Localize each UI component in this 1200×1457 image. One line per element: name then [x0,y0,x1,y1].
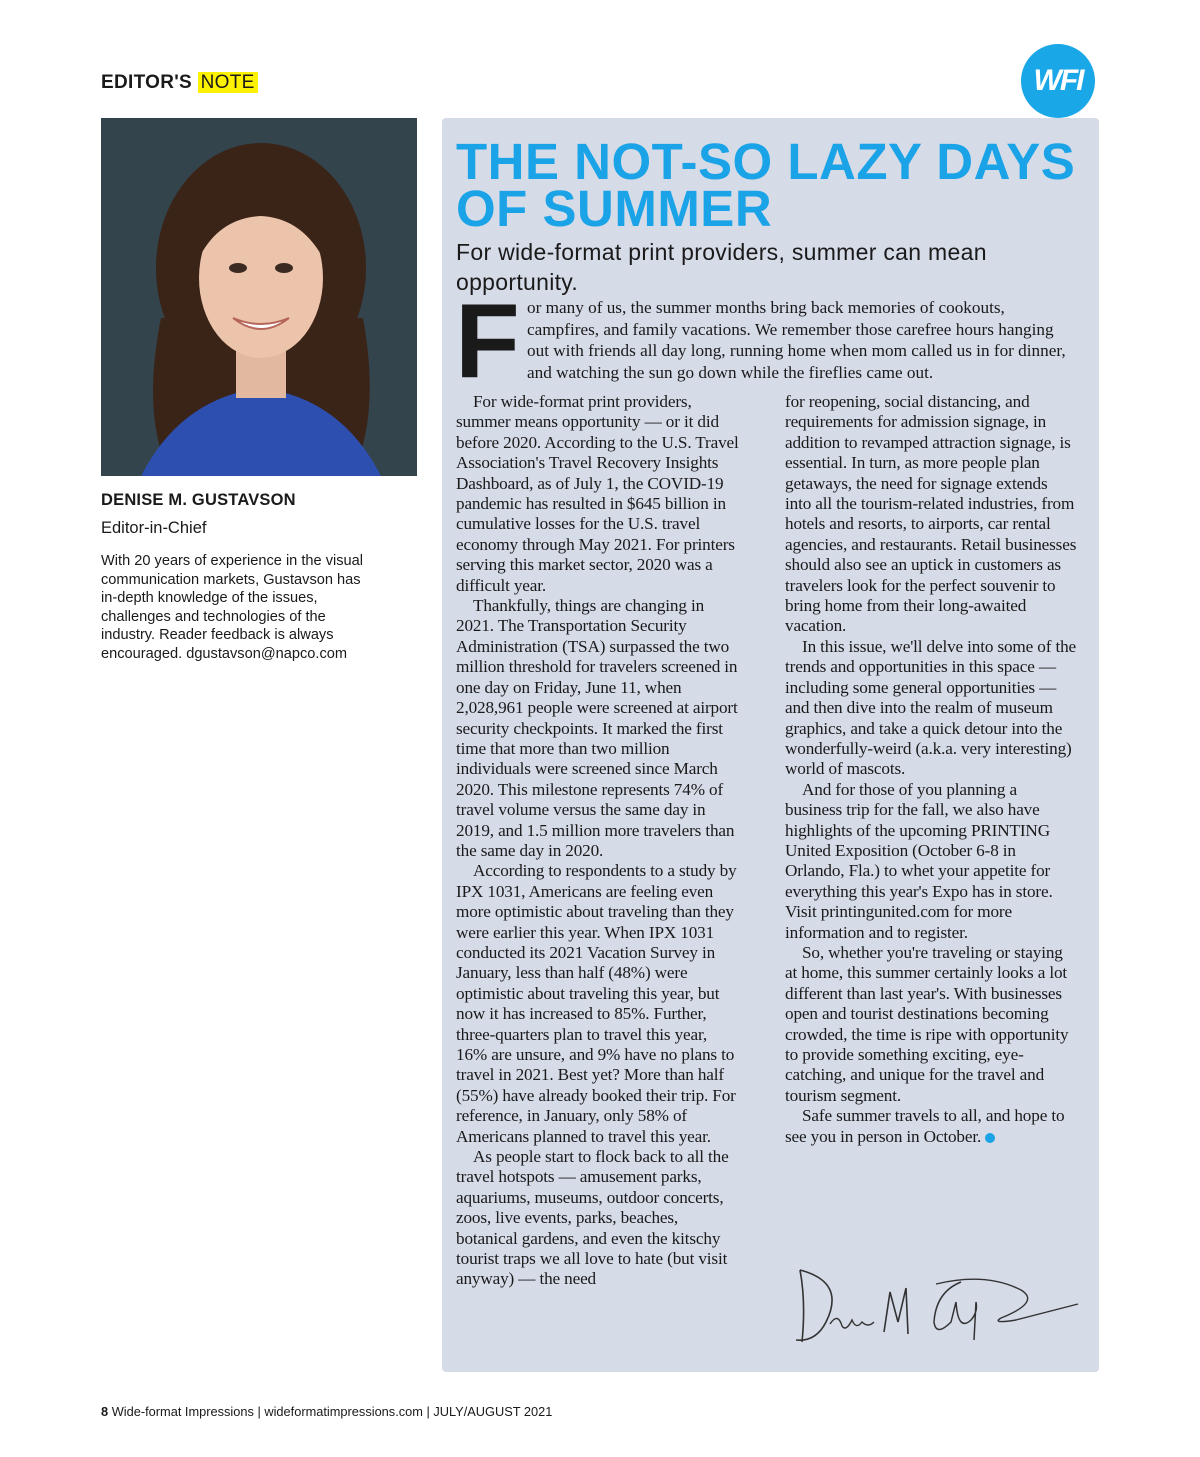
section-label-highlight: NOTE [198,72,258,93]
closing-text: Safe summer travels to all, and hope to see you in person in October. [785,1106,1065,1146]
paragraph-continued: for reopening, social distancing, and requirements for admission signage, in addition to revamped attraction signage, is essential. In turn, as more people plan getaways, the need for signage extends into all the tourism-related industries, from hotels and resorts, to airports, car rental agencies, and restaurants. Retail businesses should also see an uptick in customers as travelers look for the perfect souvenir to bring home from their long-awaited vacation. [785,392,1077,636]
article-headline: THE NOT-SO LAZY DAYS OF SUMMER [456,133,1076,237]
end-mark-icon [985,1133,995,1143]
footer-text: Wide-format Impressions | wideformatimpressions.com | JULY/AUGUST 2021 [111,1404,553,1419]
page-number: 8 [101,1404,109,1419]
paragraph: In this issue, we'll delve into some of the trends and opportunities in this space — including some general opportunities — and then dive into the realm of museum graphics, and take a quick detour into the wonderfully-weird (a.k.a. very interesting) world of mascots. [785,636,1076,779]
wfi-logo: WFI [1021,44,1095,118]
author-bio: With 20 years of experience in the visual communication markets, Gustavson has in-depth knowledge of the issues, challenges and technologies of the industry. Reader feedback is always encouraged. dgustavson@napco.com [101,553,364,662]
signature-icon [786,1262,1086,1352]
paragraph: According to respondents to a study by IPX 1031, Americans are feeling even more optimistic about traveling than they were earlier this year. When IPX 1031 conducted its 2021 Vacation Survey in January, less than half (48%) were optimistic about traveling this year, but now it has increased to 85%. Further, three-quarters plan to travel this year, 16% are unsure, and 9% have no plans to travel in 2021. Best yet? More than half (55%) have already booked their trip. For reference, in January, only 58% of Americans planned to travel this year. [456,861,737,1146]
article-deck: For wide-format print providers, summer can mean opportunity. [456,239,987,295]
handwritten-signature [786,1262,1086,1352]
article-column-2 [785,392,1077,1147]
article-column-1 [456,392,742,1290]
section-label-main: EDITOR'S [101,72,193,93]
paragraph: Thankfully, things are changing in 2021. The Transportation Security Administration (TSA) surpassed the two million threshold for travelers screened in one day on Friday, June 11, when 2,028,961 people were screened at airport security checkpoints. It marked the first time that more than two million individuals were screened since March 2020. This milestone represents 74% of travel volume versus the same day in 2019, and 1.5 million more travelers than the same day in 2020. [456,596,738,860]
paragraph: As people start to flock back to all the travel hotspots — amusement parks, aquariums, museums, outdoor concerts, zoos, live events, parks, beaches, botanical gardens, and even the kitschy tourist traps we all love to hate (but visit anyway) — the need [456,1147,729,1289]
drop-cap: F [455,282,520,400]
paragraph: So, whether you're traveling or staying at home, this summer certainly looks a lot different than last year's. With businesses open and tourist destinations becoming crowded, the time is ripe with opportunity to provide something exciting, eye-catching, and unique for the travel and tourism segment. [785,942,1069,1105]
editor-portrait [101,118,417,476]
paragraph: For wide-format print providers, summer means opportunity — or it did before 2020. According to the U.S. Travel Association's Travel Recovery Insights Dashboard, as of July 1, the COVID-19 pandemic has resulted in $645 billion in cumulative losses for the U.S. travel economy through May 2021. For printers serving this market sector, 2020 was a difficult year. [456,392,739,595]
closing-paragraph [785,1106,1077,1147]
portrait-image [101,118,417,476]
article-lead: or many of us, the summer months bring back memories of cookouts, campfires, and family vacations. We remember those carefree hours hanging out with friends all day long, running home when mom called us in for dinner, and watching the sun go down while the fireflies came out. [527,298,1066,383]
author-title: Editor-in-Chief [101,519,207,537]
author-name: DENISE M. GUSTAVSON [101,491,296,509]
page-footer [101,1404,552,1419]
section-label [101,72,258,94]
paragraph: And for those of you planning a business trip for the fall, we also have highlights of the upcoming PRINTING United Exposition (October 6-8 in Orlando, Fla.) to whet your appetite for everything this year's Expo has in store. Visit printingunited.com for more information and to register. [785,779,1053,942]
